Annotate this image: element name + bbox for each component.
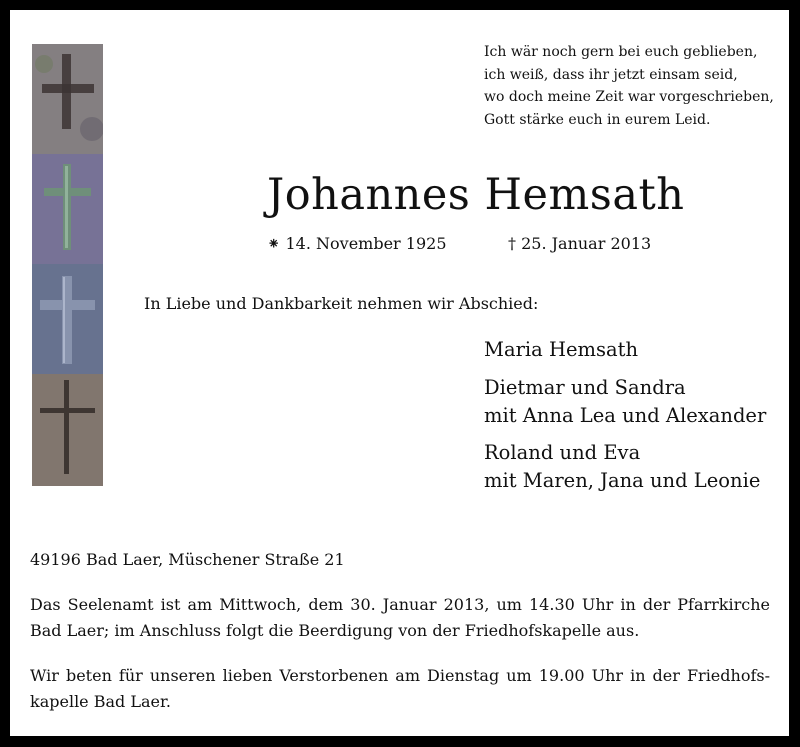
mourner-group-2 [484,374,766,430]
cross-photo-4 [32,374,103,486]
farewell-intro: In Liebe und Dankbarkeit nehmen wir Abschied: [144,294,539,313]
mourner-line: mit Maren, Jana und Leonie [484,469,761,492]
mourner-group-3 [484,439,760,495]
address: 49196 Bad Laer, Müschener Straße 21 [30,550,345,569]
cross-photo-1 [32,44,103,154]
deceased-name: Johannes Hemsath [267,170,685,220]
mourner-group-1 [484,336,638,364]
cross-image-strip [32,44,103,486]
poem [484,41,774,131]
mourner-line: Dietmar und Sandra [484,376,686,399]
mourner-line: Roland und Eva [484,441,641,464]
service-info: Das Seelenamt ist am Mittwoch, dem 30. Januar 2013, um 14.30 Uhr in der Pfarrkirche Bad Laer; im Anschluss folgt die Beerdigung von der Friedhofskapelle aus. [30,595,770,640]
poem-line: Ich wär noch gern bei euch geblieben, [484,44,758,60]
cross-photo-2 [32,154,103,264]
mourner-line: Maria Hemsath [484,338,639,361]
poem-line: wo doch meine Zeit war vorgeschrieben, [484,89,774,105]
poem-line: Gott stärke euch in eurem Leid. [484,111,711,128]
poem-line: ich weiß, dass ihr jetzt einsam seid, [484,66,738,83]
prayer-info: Wir beten für unseren lieben Verstorbenen am Dienstag um 19.00 Uhr in der Friedhofskapelle Bad Laer. [30,666,770,711]
mourner-line: mit Anna Lea und Alexander [484,404,767,427]
cross-photo-3 [32,264,103,374]
obituary-notice [10,10,789,736]
death-date: † 25. Januar 2013 [508,234,652,253]
birth-date: ⁕ 14. November 1925 [267,234,447,253]
